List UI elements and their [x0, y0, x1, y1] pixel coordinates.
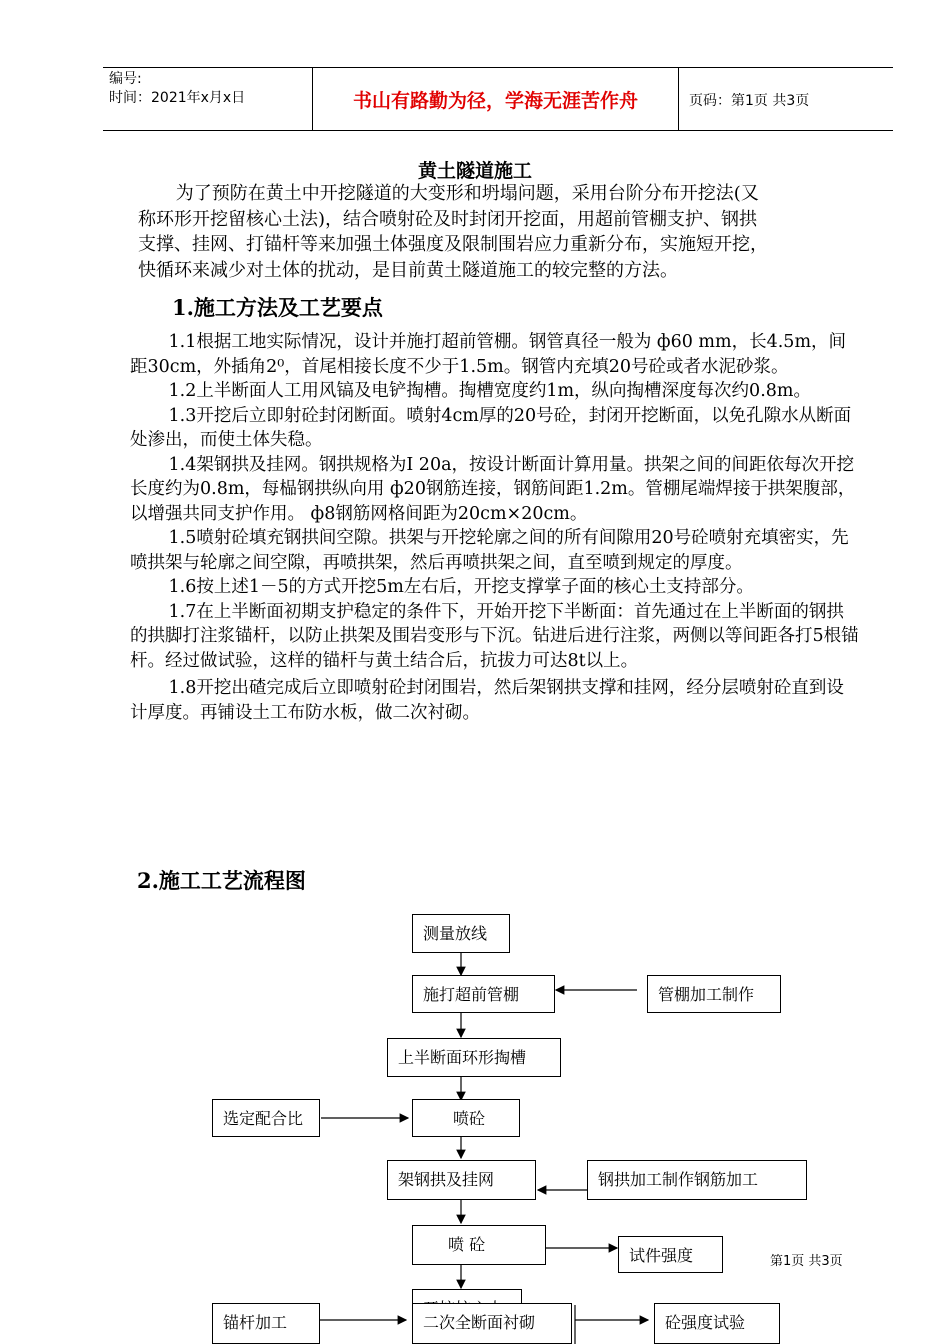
list-item: 1.7在上半断面初期支护稳定的条件下，开始开挖下半断面：首先通过在上半断面的钢拱的拱脚打注浆锚杆，以防止拱架及围岩变形与下沉。钻进后进行注浆，两侧以等间距各打5根锚杆。经过做试验，这样的锚杆与黄土结合后，抗拔力可达8t以上。 — [130, 601, 859, 671]
flow-step: 钢拱加工制作钢筋加工 — [587, 1160, 807, 1200]
intro-line: 称环形开挖留核心土法)，结合喷射砼及时封闭开挖面，用超前管棚支护、钢拱 — [138, 208, 758, 230]
list-item: 1.1根据工地实际情况，设计并施打超前管棚。钢管真径一般为 ф60 mm，长4.5m，间距30cm，外插角2⁰，首尾相接长度不少于1.5m。钢管内充填20号砼或者水泥砂浆。 — [130, 332, 847, 377]
document-title: 黄土隧道施工 — [417, 160, 532, 182]
list-item: 1.2上半断面人工用风镐及电铲掏槽。掏槽宽度约1m，纵向掏槽深度每次约0.8m。 — [168, 381, 811, 401]
header-number: 编号: — [109, 71, 142, 87]
list-item: 1.4架钢拱及挂网。钢拱规格为Ⅰ 20a，按设计断面计算用量。拱架之间的间距依每次开挖长度约为0.8m，每榀钢拱纵向用 ф20钢筋连接，钢筋间距1.2m。管棚尾端焊接于拱架腹部，以增强共同支护作用。 ф8钢筋网格间距为20cm×20cm。 — [130, 454, 856, 524]
flow-step: 施打超前管棚 — [412, 975, 555, 1013]
flow-step: 上半断面环形掏槽 — [387, 1038, 561, 1077]
section-heading: 1.施工方法及工艺要点 — [172, 295, 383, 320]
flow-step: 喷 砼 — [412, 1225, 546, 1265]
list-item: 1.6按上述1－5的方式开挖5m左右后，开挖支撑掌子面的核心土支持部分。 — [168, 577, 754, 597]
flow-step: 选定配合比 — [212, 1099, 320, 1137]
intro-line: 支撑、挂网、打锚杆等来加强土体强度及限制围岩应力重新分布，实施短开挖， — [138, 234, 768, 255]
list-item: 1.5喷射砼填充钢拱间空隙。拱架与开挖轮廓之间的所有间隙用20号砼喷射充填密实，先喷拱架与轮廓之间空隙，再喷拱架，然后再喷拱架之间，直至喷到规定的厚度。 — [130, 528, 849, 573]
list-item: 1.3开挖后立即射砼封闭断面。喷射4cm厚的20号砼，封闭开挖断面，以免孔隙水从断面处渗出，而使土体失稳。 — [130, 405, 852, 450]
footer-page-info: 第1页 共3页 — [770, 1254, 843, 1269]
intro-line: 为了预防在黄土中开挖隧道的大变形和坍塌问题，采用台阶分布开挖法(又 — [175, 183, 759, 204]
intro-line: 快循环来减少对土体的扰动，是目前黄土隧道施工的较完整的方法。 — [138, 259, 678, 281]
header-page-info: 页码：第1页 共3页 — [689, 93, 810, 109]
flow-step: 管棚加工制作 — [647, 975, 781, 1013]
flow-step: 二次全断面衬砌 — [412, 1303, 572, 1344]
flow-step: 砼强度试验 — [654, 1303, 780, 1344]
list-item: 1.8开挖出碴完成后立即喷射砼封闭围岩，然后架钢拱支撑和挂网，经分层喷射砼直到设计厚度。再铺设土工布防水板，做二次衬砌。 — [130, 678, 844, 723]
section-heading: 2.施工工艺流程图 — [137, 868, 306, 893]
flow-step: 架钢拱及挂网 — [387, 1160, 536, 1200]
flow-step: 试件强度 — [618, 1236, 723, 1273]
flow-step: 锚杆加工 — [212, 1303, 320, 1344]
flow-step: 测量放线 — [412, 914, 510, 953]
flow-step: 喷砼 — [412, 1099, 520, 1137]
header-time: 时间：2021年x月x日 — [109, 90, 246, 106]
header-motto: 书山有路勤为径，学海无涯苦作舟 — [352, 90, 638, 112]
